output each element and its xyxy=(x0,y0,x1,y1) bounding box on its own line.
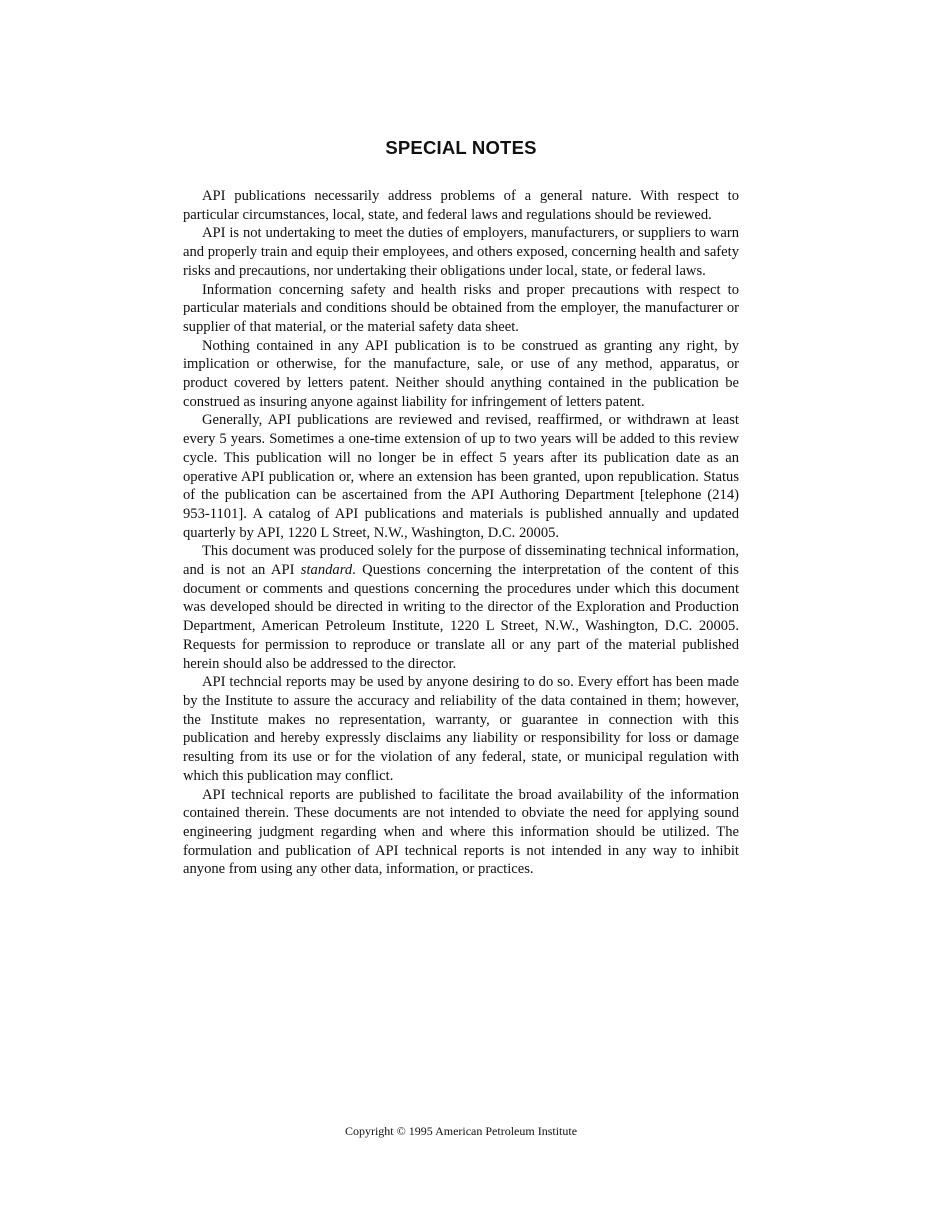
paragraph-safety-info: Information concerning safety and health risks and proper precautions with respect to particular materials and conditions should be obtained from the employer, the manufacturer or supplier of that material, or the material safety data sheet. xyxy=(183,281,739,335)
paragraph-patent: Nothing contained in any API publication is to be construed as granting any right, by implication or otherwise, for the manufacture, sale, or use of any method, apparatus, or product covered by letters patent. Neither should anything contained in the publication be construed as insuring anyone against liability for infringement of letters patent. xyxy=(183,337,739,410)
paragraph-not-standard-text-a: This document was produced solely for the purpose of disseminating technical information, and is not an API xyxy=(183,543,739,579)
paragraph-not-standard-text-b: . Questions concerning the interpretation of the content of this document or comments and questions concerning the procedures under which this document was developed should be directed in writing to the director of the Exploration and Production Department, American Petroleum Institute, 1220 L Street, N.W., Washington, D.C. 20005. Requests for permission to reproduce or translate all or any part of the material published herein should also be addressed to the director. xyxy=(183,562,739,672)
page-title: SPECIAL NOTES xyxy=(385,137,537,158)
standard-emphasis: standard xyxy=(300,562,353,579)
paragraph-general-nature: API publications necessarily address problems of a general nature. With respect to particular circumstances, local, state, and federal laws and regulations should be reviewed. xyxy=(183,188,739,223)
copyright-footer: Copyright © 1995 American Petroleum Institute xyxy=(344,1124,578,1138)
paragraph-availability: API technical reports are published to facilitate the broad availability of the information contained therein. These documents are not intended to obviate the need for applying sound engineering judgment regarding when and where this information should be utilized. The formulation and publication of API technical reports is not intended in any way to inhibit anyone from using any other data, information, or practices. xyxy=(183,786,739,878)
paragraph-review-cycle: Generally, API publications are reviewed and revised, reaffirmed, or withdrawn at least every 5 years. Sometimes a one-time extension of up to two years will be added to this review cycle. This publication will no longer be in effect 5 years after its publication date as an operative API publication or, where an extension has been granted, upon republication. Status of the publication can be ascertained from the API Authoring Department [telephone (214) 953-1101]. A catalog of API publications and materials is published annually and updated quarterly by API, 1220 L Street, N.W., Washington, D.C. 20005. xyxy=(183,412,739,541)
paragraph-disclaimer: API techncial reports may be used by anyone desiring to do so. Every effort has been made by the Institute to assure the accuracy and reliability of the data contained in them; however, the Institute makes no representation, warranty, or guarantee in connection with this publication and hereby expressly disclaims any liability or responsibility for loss or damage resulting from its use or for the violation of any federal, state, or municipal regulation with which this publication may conflict. xyxy=(183,674,739,784)
paragraph-duties: API is not undertaking to meet the duties of employers, manufacturers, or suppliers to warn and properly train and equip their employees, and others exposed, concerning health and safety risks and precautions, nor undertaking their obligations under local, state, or federal laws. xyxy=(183,225,739,279)
special-notes-body xyxy=(183,187,739,879)
paragraph-not-standard xyxy=(183,542,739,673)
